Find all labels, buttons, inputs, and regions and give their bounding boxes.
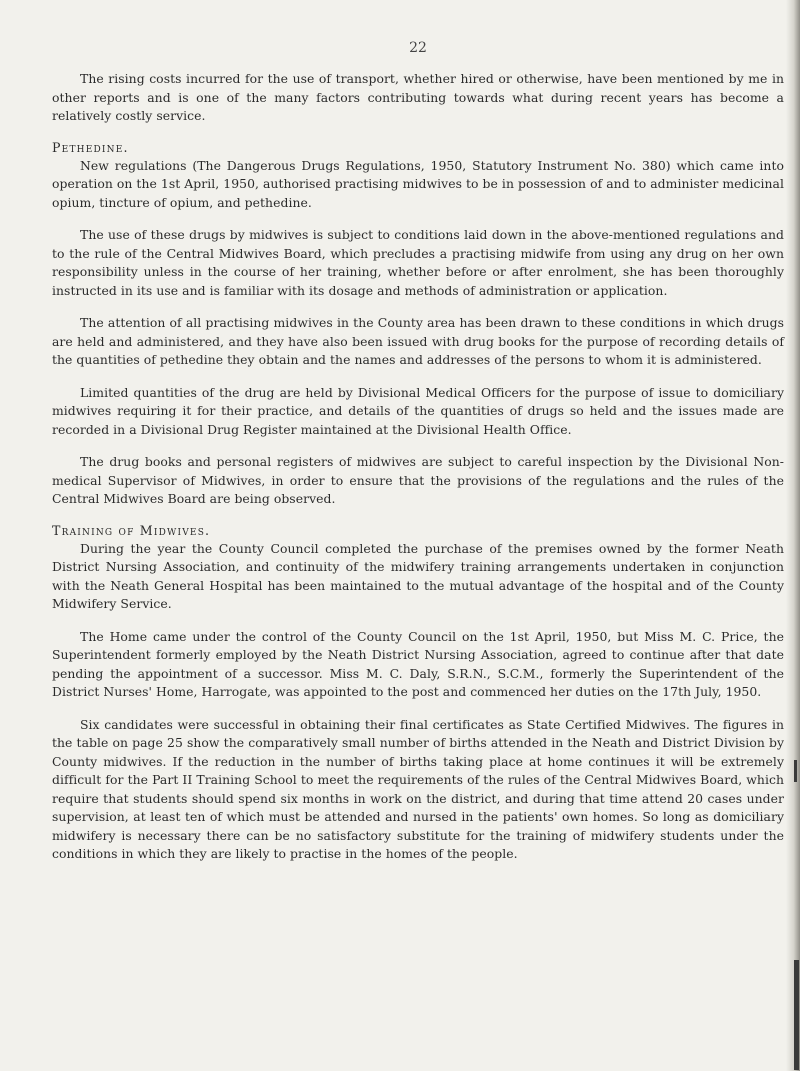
training-paragraph-2: The Home came under the control of the County Council on the 1st April, 1950, but Miss M. C. Price, the Superintendent formerly employed by the Neath District Nursing Association, agreed to continue after that date pending the appointment of a successor. Miss M. C. Daly, S.R.N., S.C.M., formerly the Superintendent of the District Nurses' Home, Harrogate, was appointed to the post and commenced her duties on the 17th July, 1950. — [52, 628, 784, 699]
pethedine-paragraph-2: The use of these drugs by midwives is subject to conditions laid down in the above-mentioned regulations and to the rule of the Central Midwives Board, which precludes a practising midwife from using any drug on her own responsibility unless in the course of her training, whether before or after enrolment, she has been thoroughly instructed in its use and is familiar with its dosage and methods of administration or application. — [52, 227, 784, 298]
page-number: 22 — [409, 40, 427, 56]
pethedine-paragraph-5: The drug books and personal registers of midwives are subject to careful inspection by the Divisional Non-medical Supervisor of Midwives, in order to ensure that the provisions of the regulations and the rules of the Central Midwives Board are being observed. — [52, 454, 784, 506]
page-edge-mark — [794, 960, 799, 1070]
pethedine-paragraph-3: The attention of all practising midwives in the County area has been drawn to these conditions in which drugs are held and administered, and they have also been issued with drug books for the purpose of recording details of the quantities of pethedine they obtain and the names and addresses of the persons to whom it is administered. — [52, 315, 784, 367]
page-edge-mark — [794, 760, 797, 782]
pethedine-paragraph-1: New regulations (The Dangerous Drugs Regulations, 1950, Statutory Instrument No. 380) which came into operation on the 1st April, 1950, authorised practising midwives to be in possession of and to administer medicinal opium, tincture of opium, and pethedine. — [52, 157, 784, 210]
training-paragraph-3: Six candidates were successful in obtaining their final certificates as State Certified Midwives. The figures in the table on page 25 show the comparatively small number of births attended in the Neath and District Division by County midwives. If the reduction in the number of births taking place at home continues it will be extremely difficult for the Part II Training School to meet the requirements of the rules of the Central Midwives Board, which require that students should spend six months in work on the district, and during that time attend 20 cases under supervision, at least ten of which must be attended and nursed in the patients' own homes. So long as domiciliary midwifery is necessary there can be no satisfactory substitute for the training of midwifery students under the conditions in which they are likely to practise in the homes of the people. — [52, 716, 784, 861]
document-body — [52, 70, 784, 878]
page-edge-shadow — [786, 0, 800, 1071]
section-heading-pethedine: Pethedine. — [52, 139, 129, 155]
pethedine-paragraph-4: Limited quantities of the drug are held by Divisional Medical Officers for the purpose of issue to domiciliary midwives requiring it for their practice, and details of the quantities of drugs so held and the issues made are recorded in a Divisional Drug Register maintained at the Divisional Health Office. — [52, 384, 784, 437]
intro-paragraph: The rising costs incurred for the use of transport, whether hired or otherwise, have been mentioned by me in other reports and is one of the many factors contributing towards what during recent years has become a relatively costly service. — [52, 71, 784, 123]
section-heading-training: Training of Midwives. — [52, 522, 211, 538]
training-paragraph-1: During the year the County Council completed the purchase of the premises owned by the former Neath District Nursing Association, and continuity of the midwifery training arrangements undertaken in conjunction with the Neath General Hospital has been maintained to the mutual advantage of the hospital and of the County Midwifery Service. — [52, 540, 784, 611]
